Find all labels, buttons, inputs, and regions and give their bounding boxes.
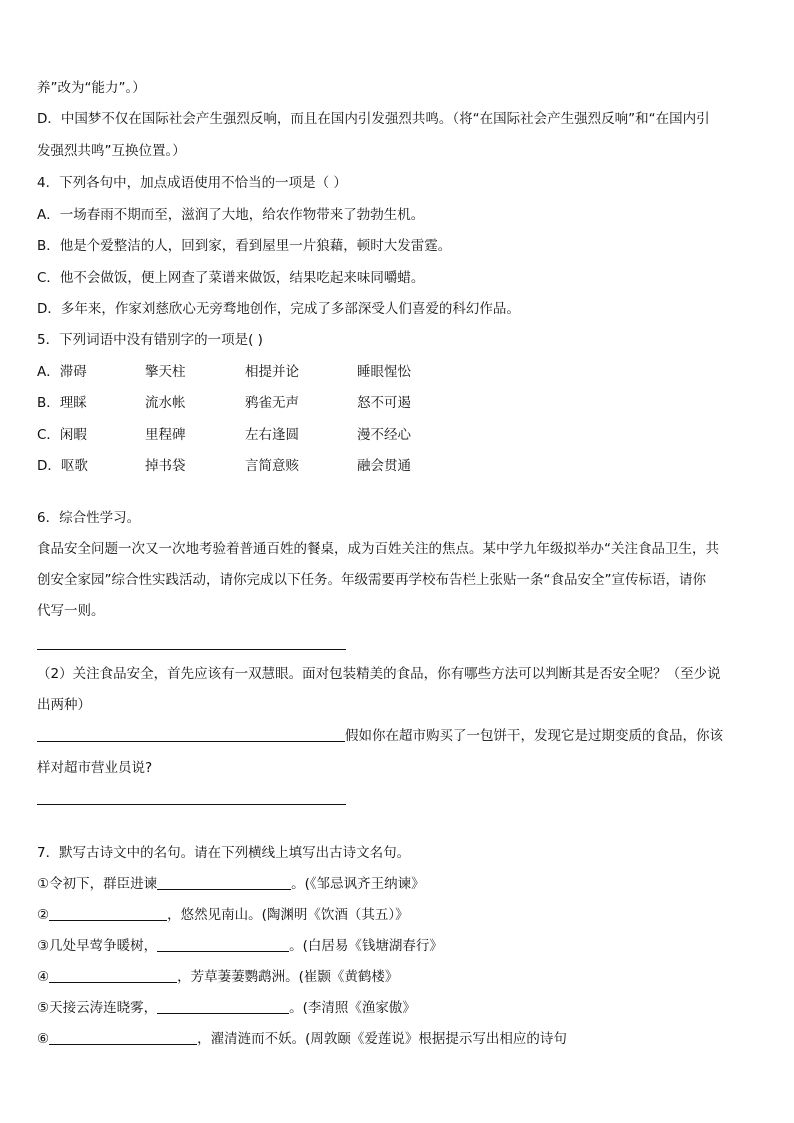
q7-item-5-suffix: 。(李清照《渔家傲》	[289, 1000, 416, 1016]
q5-c-label: C．闲暇	[37, 427, 87, 443]
q5-d-word2: 掉书袋	[145, 458, 186, 474]
q7-item-2-prefix: ②	[37, 907, 50, 923]
q5-c-word2: 里程碑	[145, 427, 186, 443]
q5-d-word3: 言简意赅	[245, 458, 299, 474]
q5-b-word3: 鸦雀无声	[245, 395, 299, 411]
q7-stem: 7．默写古诗文中的名句。请在下列横线上填写出古诗文名句。	[37, 845, 411, 861]
q5-a-word4: 睡眼惺忪	[357, 364, 411, 380]
q3-option-d-line2: 发强烈共鸣”互换位置。）	[37, 143, 186, 159]
q4-option-b: B．他是个爱整洁的人，回到家，看到屋里一片狼藉，顿时大发雷霆。	[37, 238, 452, 254]
q3-option-d-line1: D．中国梦不仅在国际社会产生强烈反响，而且在国内引发强烈共鸣。（将“在国际社会产生强烈反响”和“在国内引	[37, 111, 710, 127]
q6-stem: 6．综合性学习。	[37, 510, 141, 526]
q7-blank-1[interactable]	[157, 875, 291, 890]
q6-sub2-line2: 出两种）	[37, 697, 91, 713]
q5-a-word3: 相提并论	[245, 364, 299, 380]
q6-paragraph-line3: 代写一则。	[37, 603, 105, 619]
q6-answer-line-3[interactable]	[37, 804, 346, 805]
q6-answer-line-2[interactable]	[37, 727, 345, 742]
q4-option-d: D．多年来，作家刘慈欣心无旁骛地创作，完成了多部深受人们喜爱的科幻作品。	[37, 301, 520, 317]
q7-blank-3[interactable]	[157, 937, 289, 952]
q6-sub3-text: 假如你在超市购买了一包饼干，发现它是过期变质的食品，你该	[345, 728, 723, 744]
q4-stem: 4．下列各句中，加点成语使用不恰当的一项是（ ）	[37, 175, 347, 191]
q5-stem: 5．下列词语中没有错别字的一项是( )	[37, 332, 263, 348]
q7-item-6-suffix: ，濯清涟而不妖。(周敦颐《爱莲说》根据提示写出相应的诗句	[197, 1031, 567, 1047]
q6-sub3-line1	[37, 726, 723, 746]
q7-item-3-suffix: 。(白居易《钱塘湖春行》	[289, 938, 443, 954]
q7-blank-2[interactable]	[49, 906, 167, 921]
q7-blank-5[interactable]	[157, 999, 289, 1014]
q6-sub3-line2: 样对超市营业员说?	[37, 760, 153, 776]
q7-item-3	[37, 936, 443, 956]
q5-c-word3: 左右逢圆	[245, 427, 299, 443]
q5-b-word2: 流水帐	[145, 395, 186, 411]
q6-paragraph-line1: 食品安全问题一次又一次地考验着普通百姓的餐桌，成为百姓关注的焦点。某中学九年级拟举办“关注食品卫生，共	[37, 541, 719, 557]
q7-item-1-prefix: ①令初下，群臣进谏	[37, 876, 158, 892]
q7-blank-4[interactable]	[49, 968, 177, 983]
q7-item-1	[37, 874, 425, 894]
q6-sub2-line1: （2）关注食品安全，首先应该有一双慧眼。面对包装精美的食品，你有哪些方法可以判断其是否安全呢？（至少说	[37, 666, 721, 682]
q4-option-c: C．他不会做饭，便上网查了菜谱来做饭，结果吃起来味同嚼蜡。	[37, 270, 425, 286]
q5-c-word4: 漫不经心	[357, 427, 411, 443]
q7-item-2	[37, 905, 409, 925]
q5-d-word4: 融会贯通	[357, 458, 411, 474]
q6-answer-line-1[interactable]	[37, 649, 346, 650]
q7-item-4	[37, 967, 398, 987]
q7-item-5	[37, 998, 416, 1018]
q5-d-label: D．呕歌	[37, 458, 88, 474]
q5-b-word4: 怒不可遏	[357, 395, 411, 411]
q7-item-4-prefix: ④	[37, 969, 50, 985]
q5-b-label: B．理睬	[37, 395, 87, 411]
q6-paragraph-line2: 创安全家园”综合性实践活动，请你完成以下任务。年级需要再学校布告栏上张贴一条“食品安全”宣传标语，请你	[37, 572, 706, 588]
q7-item-5-prefix: ⑤天接云涛连晓雾，	[37, 1000, 158, 1016]
q7-item-6-prefix: ⑥	[37, 1031, 50, 1047]
q7-item-2-suffix: ，悠然见南山。(陶渊明《饮酒（其五）》	[167, 907, 409, 923]
q5-a-word2: 擎天柱	[145, 364, 186, 380]
q7-item-3-prefix: ③几处早莺争暖树，	[37, 938, 158, 954]
q4-option-a: A．一场春雨不期而至，滋润了大地，给农作物带来了勃勃生机。	[37, 207, 425, 223]
q5-a-label: A．滞碍	[37, 364, 87, 380]
q7-item-1-suffix: 。(《邹忌讽齐王纳谏》	[291, 876, 425, 892]
q7-item-6	[37, 1029, 567, 1049]
q7-item-4-suffix: ，芳草萋萋鹦鹉洲。(崔颢《黄鹤楼》	[177, 969, 399, 985]
q3-tail-line: 养”改为“能力”。）	[37, 80, 146, 96]
q7-blank-6[interactable]	[49, 1030, 197, 1045]
